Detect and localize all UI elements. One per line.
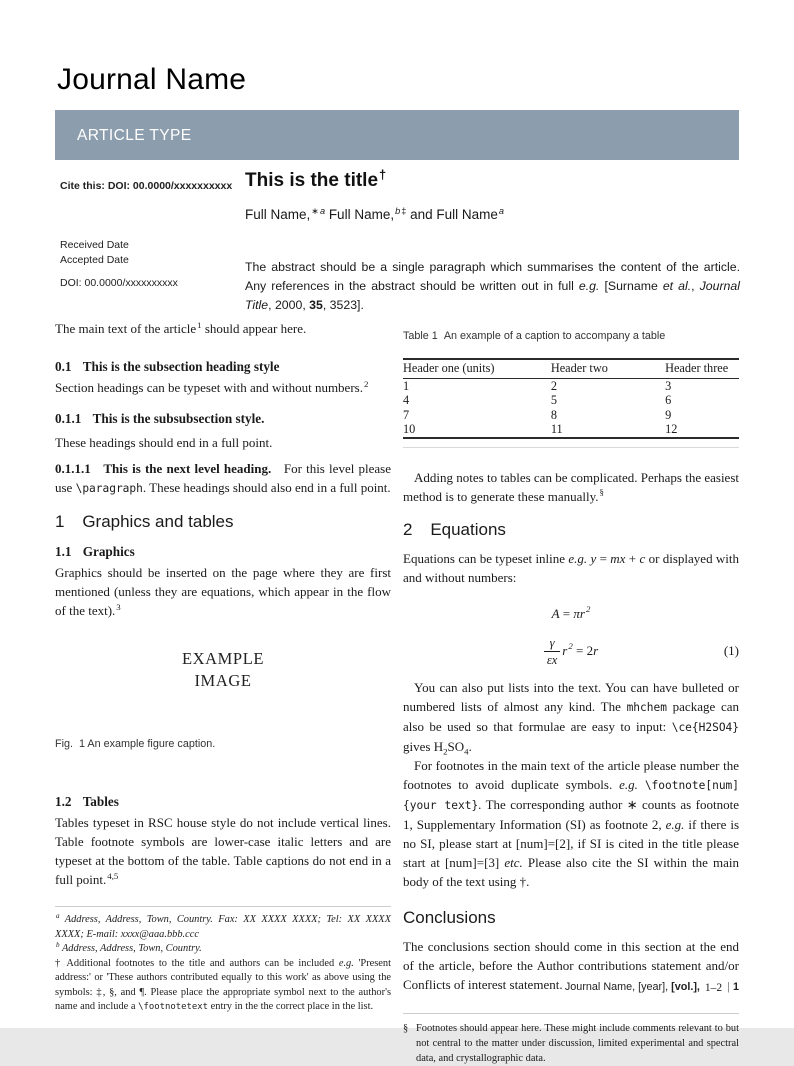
subsubsection-body: These headings should end in a full point. [55,435,273,450]
footer-divider: | [727,981,730,993]
footer-page-range: 1–2 [704,982,723,994]
subsection-heading: 0.1 This is the subsection heading style [55,359,280,374]
section-graphics-tables-heading: 1 Graphics and tables [55,512,234,531]
journal-name: Journal Name [57,63,247,96]
table-header-cell: Header one (units) [403,359,551,378]
table-cell: 11 [550,422,563,436]
footer-page-number: 1 [732,981,739,993]
table-header-row [403,359,739,378]
table-cell: 5 [550,393,557,407]
equation-unnumbered: $A = \pi r^2$ [551,604,591,621]
article-type-label: ARTICLE TYPE [77,127,192,144]
equation-1 [403,636,739,667]
page-footer [565,981,739,993]
tables-heading: 1.2 Tables [55,794,119,809]
footnote-address-a: $^a$ Address, Address, Town, Country. Fax: XX XXXX XXXX; Tel: XX XXXX XXXX; E-mail: xxxx@aaa.bbb.ccc [55,911,391,940]
article-title: This is the title† [245,166,387,191]
graphics-body: Graphics should be inserted on the page where they are first mentioned (unless they are equations, which appear in the flow of the text).$^3$ [55,565,391,618]
footer-journal: Journal Name, [year], [564,981,669,993]
footer-volume: [vol.], [671,981,700,993]
table-cell: 6 [665,393,672,407]
right-column [403,329,739,1066]
left-column [55,319,391,1015]
table-notes-paragraph: Adding notes to tables can be complicated. Perhaps the easiest method is to generate these manually.§ [403,469,739,504]
table-cell: 7 [403,407,410,422]
figure-placeholder-line1: EXAMPLE [181,649,265,668]
doi: DOI: 00.0000/xxxxxxxxxx [60,277,178,289]
fraction: $\frac{\gamma}{\varepsilon x}$ [544,637,560,667]
table-cell: 12 [665,422,678,436]
table-cell: 1 [403,378,410,393]
abstract: The abstract should be a single paragraph which summarises the content of the article. Any references in the abstract should be written out in full e.g. [Surname et al., Journal Title, 2000, 35, 3523]. [245,260,740,312]
section-footnote-marker: § [403,1022,409,1034]
accepted-date: Accepted Date [60,254,129,266]
example-table [403,358,739,439]
author-footnotes [55,906,391,1015]
figure-caption: Fig. 1 An example figure caption. [55,738,216,750]
section-footnote [403,1013,739,1066]
table-cell: 10 [403,422,416,436]
table-row [403,408,739,423]
table-row [403,378,739,393]
table-cell: 8 [550,407,557,422]
table-row [403,422,739,438]
table-header-cell: Header two [551,359,665,378]
cite-this-doi: Cite this: DOI: 00.0000/xxxxxxxxxx [60,180,233,192]
subsubsection-heading: 0.1.1 This is the subsubsection style. [55,411,265,426]
example-figure-placeholder [55,648,391,692]
section-equations-heading: 2 Equations [403,519,506,539]
graphics-heading: 1.1 Graphics [55,544,135,559]
equations-intro: Equations can be typeset inline e.g. y = mx + c or displayed with and without numbers: [403,550,740,585]
table-row [403,393,739,408]
subsection-body: Section headings can be typeset with and without numbers.$^2$ [55,378,369,395]
received-date: Received Date [60,239,129,251]
table-cell: 9 [665,407,672,422]
table-cell: 2 [550,378,557,393]
lists-paragraph: You can also put lists into the text. You can have bulleted or numbered lists of almost any kind. The mhchem package can also be used so that formulae are easy to input: \ce{H2SO4} gives $H_2SO_4$. [403,679,739,757]
tables-body: Tables typeset in RSC house style do not include vertical lines. Table footnote symbols are lower-case italic letters and are typeset at the bottom of the table. Table captions do not end in a full point.$^{4,5}$ [55,815,391,887]
footnote-dagger: † Additional footnotes to the title and authors can be included e.g. 'Present address:' or 'These authors contributed equally to this work' as above using the symbols: ‡, §, and ¶. Please place the appropriate symbol next to the author's name and include a \footnotetext entry in the the correct place in the list. [55,957,392,1012]
conclusions-body: The conclusions section should come in this section at the end of the article, before the Author contributions statement and/or Conflicts of interest statement. [403,938,739,992]
conclusions-heading: Conclusions [403,907,496,927]
footnote-address-b: $^b$ Address, Address, Town, Country. [56,940,202,954]
intro-paragraph: The main text of the article$^1$ should appear here. [55,319,307,336]
table-header-cell: Header three [665,359,739,378]
author-line: Full Name,$^{∗a}$ Full Name,$^{b\ddagger}$ and Full Name$^a$ [245,205,504,222]
table-caption: Table 1 An example of a caption to accompany a table [403,330,666,342]
article-type-bar [55,110,739,160]
table-cell: 3 [665,378,672,393]
paragraph-level-heading: 0.1.1.1 This is the next level heading. For this level please use \paragraph. These headings should also end in a full point. [55,461,391,495]
figure-placeholder-line2: IMAGE [194,671,252,690]
equation-1-rest: $r^2 = 2r$ [562,641,599,658]
section-footnote-text: Footnotes should appear here. These might include comments relevant to but not central to the matter under discussion, limited experimental and spectral data, and crystallographic data. [416,1022,739,1064]
table-underline [403,447,739,448]
table-cell: 4 [403,393,410,407]
equation-number: (1) [723,643,739,658]
footnote-numbering-paragraph: For footnotes in the main text of the article please number the footnotes to avoid duplicate symbols. e.g. \footnote[num]{your text}. The corresponding author ∗ counts as footnote 1, Supplementary Information (SI) as footnote 2, e.g. if there is no SI, please start at [num]=[2], if SI is cited in the title please start at [num]=[3] etc. Please also cite the SI within the main body of the text using †. [403,757,740,889]
